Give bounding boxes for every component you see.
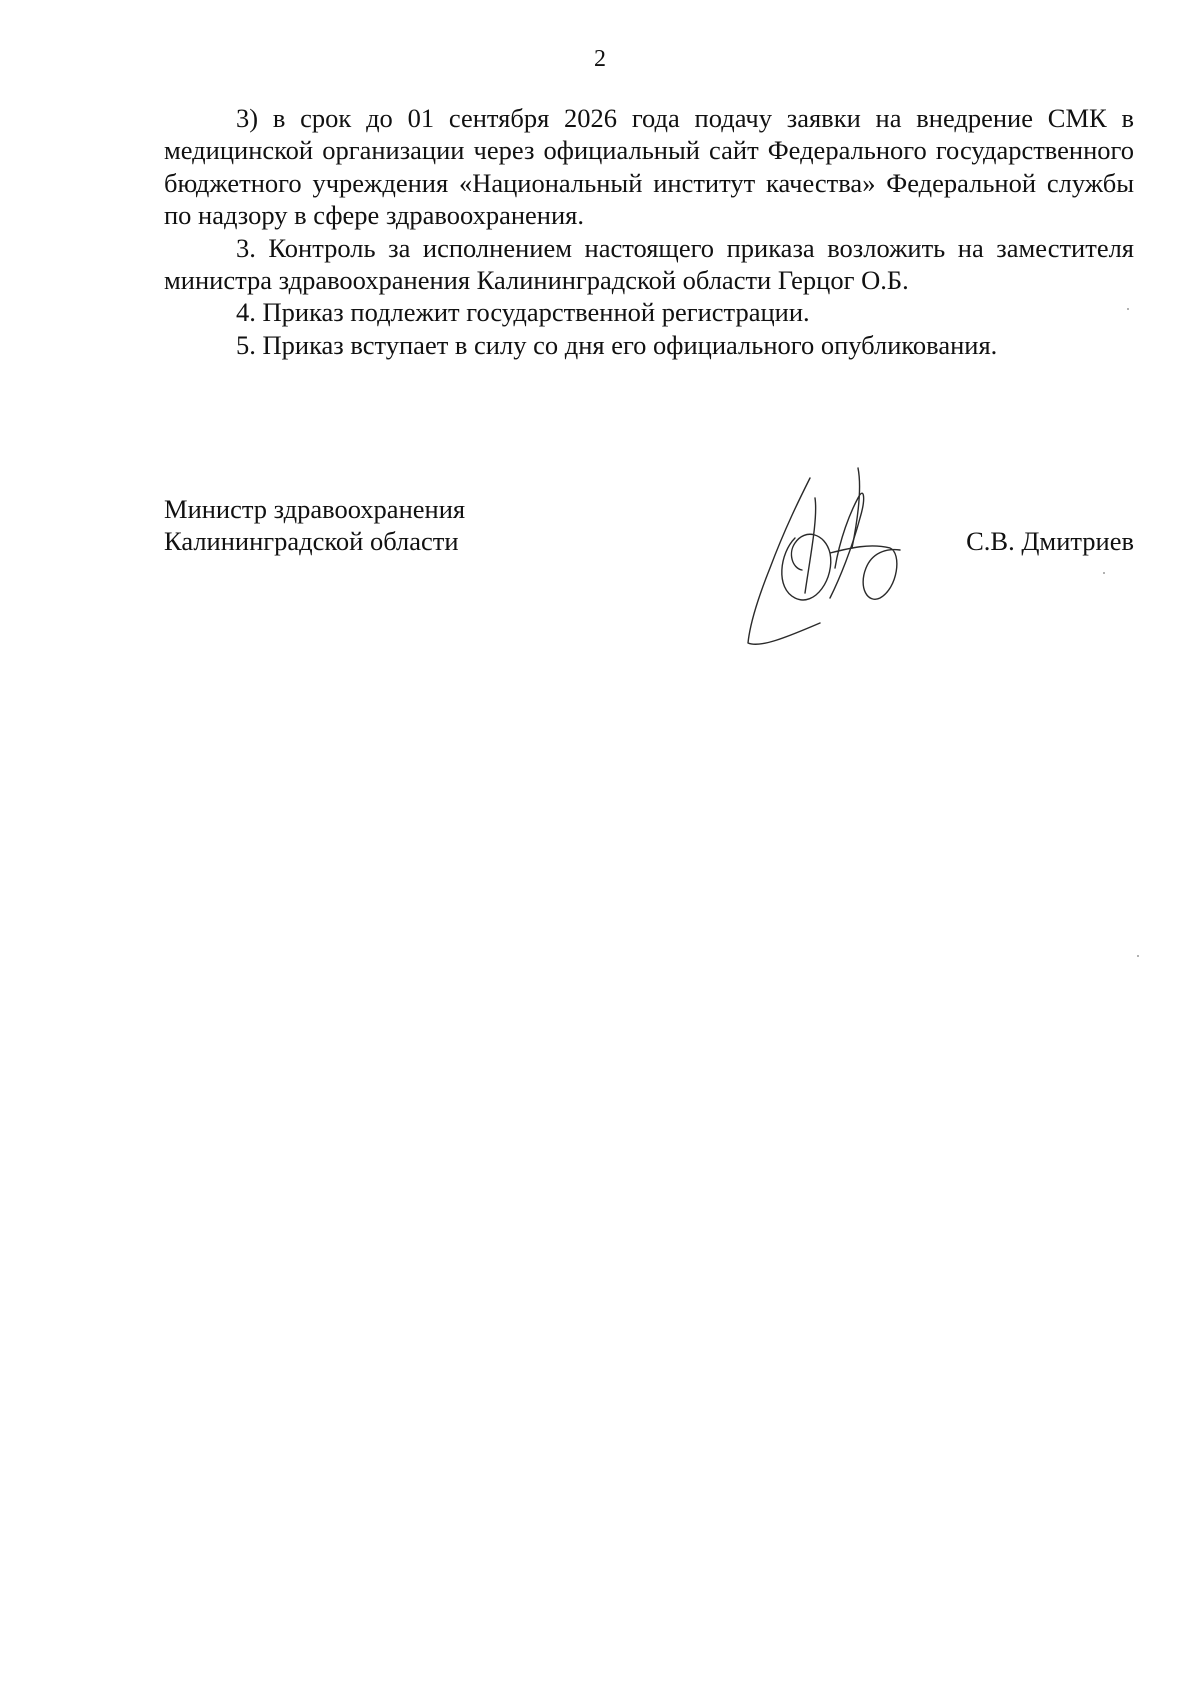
signatory-title <box>164 493 465 558</box>
paragraph-effective-date: 5. Приказ вступает в силу со дня его официального опубликования. <box>236 329 998 360</box>
document-body <box>164 102 1134 361</box>
page-number: 2 <box>594 46 606 72</box>
scan-speck <box>1103 572 1105 574</box>
signatory-name: С.В. Дмитриев <box>966 526 1134 556</box>
scan-speck <box>1137 955 1139 957</box>
signatory-title-line1: Министр здравоохранения <box>164 494 466 524</box>
scan-speck <box>1127 308 1129 310</box>
paragraph-control: 3. Контроль за исполнением настоящего приказа возложить на заместителя министра здравоохранения Калининградской области Герцог О.Б. <box>164 232 1134 296</box>
paragraph-registration: 4. Приказ подлежит государственной регистрации. <box>236 297 810 328</box>
paragraph-item-3-deadline: 3) в срок до 01 сентября 2026 года подачу заявки на внедрение СМК в медицинской организации через официальный сайт Федерального государственного бюджетного учреждения «Национальный институт качества» Федеральной службы по надзору в сфере здравоохранения. <box>164 103 1134 231</box>
handwritten-signature-icon <box>740 458 930 658</box>
signatory-title-line2: Калининградской области <box>164 526 459 557</box>
